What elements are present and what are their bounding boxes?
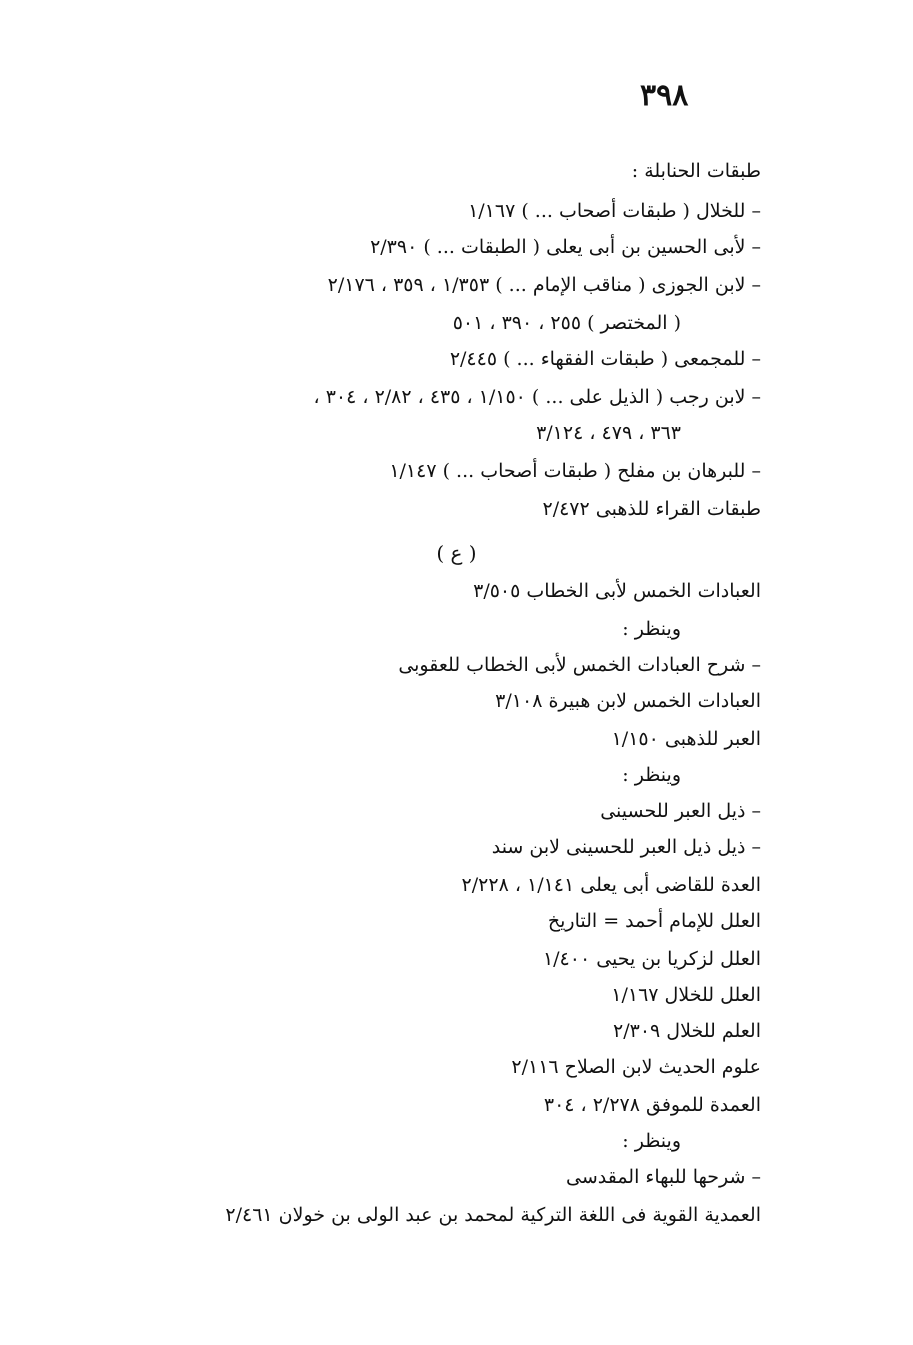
index-entry-line: العبادات الخمس لابن هبيرة ٣/١٠٨ bbox=[495, 690, 761, 712]
index-entry-line: – لابن رجب ( الذيل على ... ) ١/١٥٠ ، ٤٣٥ ، ٢/٨٢ ، ٣٠٤ ، bbox=[313, 386, 761, 408]
page-number: ٣٩٨ bbox=[640, 78, 689, 113]
index-entry-line: العلم للخلال ٢/٣٠٩ bbox=[613, 1020, 761, 1042]
index-entry-line: طبقات القراء للذهبى ٢/٤٧٢ bbox=[542, 498, 761, 520]
index-entry-line: – ذيل ذيل العبر للحسينى لابن سند bbox=[491, 836, 761, 858]
index-entry-line: العبادات الخمس لأبى الخطاب ٣/٥٠٥ bbox=[473, 580, 761, 602]
index-entry-line: – ذيل العبر للحسينى bbox=[600, 800, 761, 822]
index-entry-line: – للمجمعى ( طبقات الفقهاء ... ) ٢/٤٤٥ bbox=[449, 348, 761, 370]
index-entry-line: العبر للذهبى ١/١٥٠ bbox=[611, 728, 761, 750]
index-entry-line: ٣٦٣ ، ٤٧٩ ، ٣/١٢٤ bbox=[536, 422, 681, 444]
index-entry-line: طبقات الحنابلة : bbox=[631, 160, 761, 182]
index-entry-line: العدة للقاضى أبى يعلى ١/١٤١ ، ٢/٢٢٨ bbox=[461, 874, 761, 896]
index-entry-line: ( المختصر ) ٢٥٥ ، ٣٩٠ ، ٥٠١ bbox=[452, 312, 681, 334]
index-entry-line: – لابن الجوزى ( مناقب الإمام ... ) ١/٣٥٣ ، ٣٥٩ ، ٢/١٧٦ bbox=[327, 274, 761, 296]
index-entry-line: العمدية القوية فى اللغة التركية لمحمد بن عبد الولى بن خولان ٢/٤٦١ bbox=[225, 1204, 761, 1226]
index-entry-line: العلل للإمام أحمد = التاريخ bbox=[547, 910, 761, 932]
index-entry-line: وينظر : bbox=[622, 1130, 681, 1152]
index-entry-line: – للبرهان بن مفلح ( طبقات أصحاب ... ) ١/١٤٧ bbox=[389, 460, 761, 482]
index-entry-line: – لأبى الحسين بن أبى يعلى ( الطبقات ... ) ٢/٣٩٠ bbox=[370, 236, 761, 258]
index-entry-line: العلل للخلال ١/١٦٧ bbox=[611, 984, 761, 1006]
index-entry-line: العمدة للموفق ٢/٢٧٨ ، ٣٠٤ bbox=[543, 1094, 761, 1116]
index-entry-line: وينظر : bbox=[622, 764, 681, 786]
index-entry-line: علوم الحديث لابن الصلاح ٢/١١٦ bbox=[511, 1056, 761, 1078]
index-entry-line: – شرح العبادات الخمس لأبى الخطاب للعقوبى bbox=[398, 654, 761, 676]
index-entry-line: – للخلال ( طبقات أصحاب ... ) ١/١٦٧ bbox=[468, 200, 761, 222]
index-entry-line: العلل لزكريا بن يحيى ١/٤٠٠ bbox=[542, 948, 761, 970]
index-entry-line: وينظر : bbox=[622, 618, 681, 640]
section-letter-heading: ( ع ) bbox=[436, 541, 477, 565]
index-entry-line: – شرحها للبهاء المقدسى bbox=[565, 1166, 761, 1188]
